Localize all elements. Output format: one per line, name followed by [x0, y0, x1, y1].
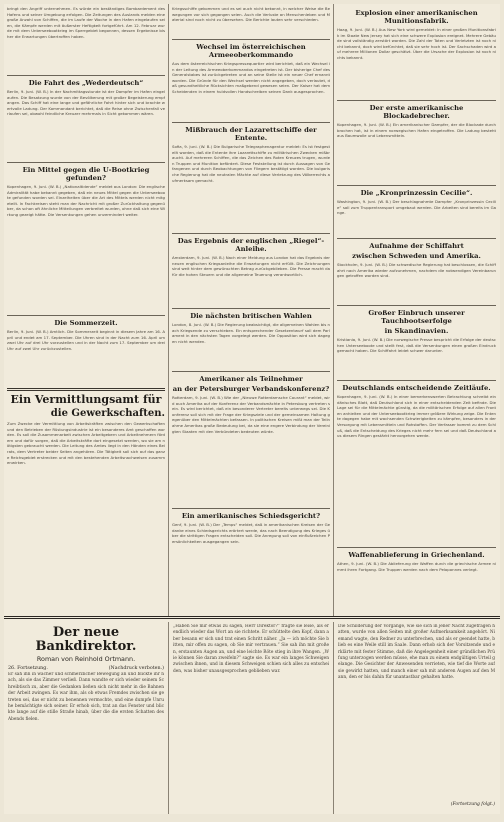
article-text: Kristiania, 9. Juni. (W. B.) Die norwegische Presse bespricht die Erfolge der deutschen Unterseeboote und stellt fest, daß die Versenkungen einen großen Eindruck gemacht haben. Die Schiffahrt leidet schwer darunter. — [337, 337, 496, 354]
novel-meta — [8, 665, 164, 672]
headline-schiffahrt: Aufnahme der Schiffahrt — [369, 242, 464, 250]
column-left — [4, 4, 169, 616]
article-text: London, 8. Juni. (W. B.) Die Regierung beabsichtigt, die allgemeinen Wahlen bis nach Kriegsende zu verschieben. Ein entsprechender Gesetzentwurf soll dem Parlament in den nächsten Tagen vorgelegt werden. Die Opposition wird sich dagegen nicht wenden. — [172, 322, 330, 344]
section-divider — [4, 616, 500, 619]
headline-munitionsfabrik: Explosion einer amerikanischen Munitionsfabrik. — [355, 9, 478, 25]
novel-text: Er sah ihn in wacher und schmerzlicher Bewegung an und blickte ihr nach, als sie das Zimmer verließ. Dann wandte er sich wieder seinem Schreibtisch zu, aber die Gedanken ließen sich nicht mehr in die Bahnen der Arbeit zwingen. Es war ihm, als ob etwas Fremdes zwischen sie getreten sei, das er nicht zu benennen vermochte, und eine dumpfe Unruhe bemächtigte sich seiner. Er erhob sich, trat an das Fenster und blickte lange auf die stille Straße hinab, über die die ersten Schatten des Abends fielen. — [8, 672, 164, 722]
divider — [337, 238, 496, 239]
headline-zeitlaeufe: Deutschlands entscheidende Zeitläufe. — [342, 384, 491, 392]
feuilleton-section — [4, 622, 500, 814]
article-text: Haag, 9. Juni. (W. B.) Aus New York wird gemeldet: In einer großen Munitionsfabrik im Staate New Jersey hat sich eine schwere Explosion ereignet. Mehrere Gebäude sind vollständig zerstört worden. Die Zahl der Toten und Verletzten ist noch nicht bekannt, doch wird befürchtet, daß sie sehr hoch ist. Der Sachschaden wird auf mehrere Millionen Dollar geschätzt. Über die Ursache der Explosion ist noch nichts bekannt. — [337, 27, 496, 60]
headline-vermittlungsamt: Ein Vermittlungsamt für — [10, 393, 162, 406]
article-text: Kriegsschiffe gekommen und es sei auch nicht bekannt, in welcher Weise die Bewegungen vor sich gegangen seien. Auch die Verluste an Menschenleben und Material sind noch nicht zu übersehen. Die Berichte lauten sehr verschieden. — [172, 6, 330, 23]
headline-schweden-amerika: zwischen Schweden und Amerika. — [352, 252, 481, 260]
headline-blockadebrecher: Der erste amerikanische Blockadebrecher. — [369, 104, 464, 120]
novel-title: Der neue Bankdirektor. — [35, 625, 137, 654]
article-text: Kopenhagen, 9. Juni. (W. B.) Ein amerikanischer Dampfer, der die Blockade durchbrochen hat, ist in einem norwegischen Hafen eingetroffen. Die Ladung besteht aus Baumwolle und Lebensmitteln. — [337, 122, 496, 139]
divider — [337, 380, 496, 381]
article-text: Stockholm, 9. Juni. (W. B.) Die schwedische Regierung hat beschlossen, die Schiffahrt nach Amerika wieder aufzunehmen, nachdem die notwendigen Vereinbarungen getroffen worden sind. — [337, 262, 496, 279]
article-text: Amsterdam, 9. Juni. (W. B.) Nach einer Meldung aus London hat das Ergebnis der neuen englischen Kriegsanleihe die Erwartungen nicht erfüllt. Die Zeichnungen sind weit hinter dem gewünschten Betrag zurückgeblieben. Die Presse macht dafür die hohen Steuern und die allgemeine Teuerung verantwortlich. — [172, 255, 330, 277]
novel-column-2 — [169, 622, 334, 814]
headline-lazarettschiffe: Mißbrauch der Lazarettschiffe der Entente. — [185, 126, 317, 142]
divider — [337, 305, 496, 306]
divider — [172, 308, 330, 309]
divider — [7, 75, 165, 76]
headline-kronprinzessin: Die „Kronprinzessin Cecilie“. — [360, 189, 473, 197]
article-text: Rotterdam, 9. Juni. (W. B.) Wie der „Nieuwe Rotterdamsche Courant“ meldet, wird auch Amerika auf der Konferenz der Verbandsmächte in Petersburg vertreten sein. Es wird berichtet, daß ein besonderer Vertreter bereits unterwegs sei. Die Konferenz soll sich mit der Frage der Kriegsziele und der gemeinsamen Haltung gegenüber den Mittelmächten befassen. In politischen Kreisen mißt man der Teilnahme Amerikas große Bedeutung bei, da sie eine engere Verbindung der Vereinigten Staaten mit den Verbündeten bedeuten würde. — [172, 395, 330, 434]
novel-column-3 — [334, 622, 499, 814]
article-text: Washington, 9. Juni. (W. B.) Der beschlagnahmte Dampfer „Kronprinzessin Cecilie“ soll zum Truppentransport umgebaut werden. Die Arbeiten sind bereits im Gange. — [337, 199, 496, 216]
article-text: Aus dem österreichischen Kriegspressequartier wird berichtet, daß ein Wechsel in der Leitung des Armeeoberkommandos eingetreten ist. Der bisherige Chef des Generalstabes ist zurückgetreten und an seine Stelle ist ein neuer Chef ernannt worden. Die Gründe für den Wechsel werden nicht angegeben, doch verlautet, daß gesundheitliche Rücksichten maßgebend gewesen seien. Der Kaiser hat dem Scheidenden in einem huldvollen Handschreiben seinen Dank ausgesprochen. — [172, 61, 330, 94]
article-text: Kopenhagen, 9. Juni. (W. B.) „Nationaltidende“ meldet aus London: Die englische Admiralität habe bekannt gegeben, daß ein neues Mittel gegen die Unterseeboote gefunden worden sei. Einzelheiten über die Art des Mittels werden nicht mitgeteilt. In Fachkreisen steht man der Nachricht mit großer Zurückhaltung gegenüber, da schon oft ähnliche Mitteilungen verbreitet wurden, ohne daß sich eine Wirkung gezeigt hätte. Die Versenkungen gehen unvermindert weiter. — [7, 184, 165, 217]
headline-amerikaner: Amerikaner als Teilnehmer — [199, 375, 303, 383]
headline-gewerkschaften: die Gewerkschaften. — [50, 408, 165, 419]
divider — [7, 162, 165, 163]
article-text: Sofia, 9. Juni. (W. B.) Die Bulgarische Telegraphenagentur meldet: Es ist festgestellt worden, daß die Entente ihre Lazarettschiffe zu militärischen Zwecken mißbraucht. Auf mehreren Schiffen, die das Zeichen des Roten Kreuzes trugen, wurden Truppen und Munition befördert. Diese Feststellung ist durch Aussagen von Gefangenen und durch Beobachtungen von Fliegern bestätigt worden. Die bulgarische Regierung hat die neutralen Mächte auf diese Verletzung des Völkerrechts aufmerksam gemacht. — [172, 144, 330, 183]
headline-tauchbootserfolge: Großer Einbruch unserer Tauchbootserfolge — [368, 309, 465, 325]
novel-text: Die Schilderung der Vorgänge, wie sie sich in jener Nacht zugetragen hatten, wurde von allen Seiten mit großer Aufmerksamkeit angehört. Niemand wagte, den Redner zu unterbrechen, und als er geendet hatte, blieb es eine Weile still im Saale. Dann erhob sich der Vorsitzende und erklärte mit fester Stimme, daß die Angelegenheit einer gründlichen Prüfung unterzogen werden müsse, ehe man zu einem endgültigen Urteil gelange. Die Gesichter der Anwesenden verrieten, wie tief die Worte auf sie gewirkt hatten, und manch einer sah mit anderen Augen auf den Mann, den er bis dahin für unantastbar gehalten hatte. — [338, 624, 495, 681]
article-text: Kopenhagen, 9. Juni. (W. B.) In einer bemerkenswerten Betrachtung schreibt ein dänisches Blatt, daß Deutschland sich in einer entscheidenden Zeit befinde. Die Lage sei für die Mittelmächte günstig, da die militärischen Erfolge auf allen Fronten anhielten und der Unterseebootkrieg immer größere Wirkung zeige. Die Entente dagegen habe mit wachsenden Schwierigkeiten zu kämpfen, besonders in der Versorgung mit Lebensmitteln und Rohstoffen. Der Verfasser kommt zu dem Schluß, daß die Entscheidung des Krieges nicht mehr fern sei und daß Deutschland aus diesem Ringen gestärkt hervorgehen werde. — [337, 394, 496, 439]
headline-verbandskonferenz: an der Petersburger Verbandskonferenz? — [172, 385, 330, 393]
novel-text: „Haben Sie mir etwas zu sagen, Herr Direktor?“ fragte sie leise, als er endlich wieder das Wort an sie richtete. Er schüttelte den Kopf, dann aber besann er sich und trat einen Schritt näher. „Ja — ich möchte Sie bitten, mir offen zu sagen, ob Sie mir vertrauen.“ Sie sah ihn mit großen, erstaunten Augen an, und eine leichte Röte stieg in ihre Wangen. „Wie können Sie daran zweifeln?“ sagte sie. Es war ein langes Schweigen zwischen ihnen, und in diesem Schweigen schien sich alles zu entscheiden, was bisher unausgesprochen geblieben war. — [173, 624, 329, 674]
headline-waffenablieferung: Waffenablieferung in Griechenland. — [348, 551, 485, 559]
novel-author: Roman von Reinhold Ortmann. — [36, 655, 136, 663]
article-text: Berlin, 9. Juni. (W. B.) Amtlich. Die Sommerzeit beginnt in diesem Jahre am 16. April und endet am 17. September. Die Uhren sind in der Nacht zum 16. April um zwei Uhr auf drei Uhr vorzustellen und in der Nacht zum 17. September um drei Uhr auf zwei Uhr zurückzustellen. — [7, 329, 165, 351]
divider — [337, 547, 496, 548]
installment-number: 26. Fortsetzung. — [8, 666, 48, 671]
headline-skandinavien: in Skandinavien. — [384, 327, 449, 335]
headline-schiedsgericht: Ein amerikanisches Schiedsgericht? — [181, 512, 321, 520]
headline-riegel-anleihe: Das Ergebnis der englischen „Riegel“-Anleihe. — [177, 237, 325, 253]
divider — [337, 100, 496, 101]
headline-u-boot: Ein Mittel gegen die U-Bootkrieg gefunden? — [22, 166, 150, 182]
continued-note: (Fortsetzung folgt.) — [450, 802, 495, 807]
novel-column-1 — [4, 622, 169, 814]
headline-armeeoberkommando: Wechsel im österreichischen Armeeoberkommando — [196, 43, 306, 59]
newspaper-page — [4, 4, 500, 814]
article-text: Athen, 9. Juni. (W. B.) Die Ablieferung der Waffen durch die griechische Armee nimmt ihren Fortgang. Die Truppen werden nach dem Peloponnes verlegt. — [337, 561, 496, 572]
headline-sommerzeit: Die Sommerzeit. — [54, 319, 118, 327]
column-middle — [169, 4, 334, 616]
article-text: Berlin, 9. Juni. (W. B.) In der Nachmittagsstunde ist der Dampfer im Hafen eingelaufen. Die Besatzung wurde von der Bevölkerung mit großer Begeisterung empfangen. Das Schiff hat eine lange und gefährliche Fahrt hinter sich und brachte wertvolle Ladung. Der Kommandant berichtet, daß die Reise ohne Zwischenfall verlaufen sei, obwohl feindliche Kreuzer mehrmals in Sicht gekommen wären. — [7, 89, 165, 117]
divider — [7, 388, 165, 391]
news-section — [4, 4, 500, 616]
article-text: Genf, 9. Juni. (W. B.) Der „Temps“ meldet, daß in amerikanischen Kreisen der Gedanke eines Schiedsgerichts erörtert werde, das nach Beendigung des Krieges über die strittigen Fragen entscheiden soll. Die Anregung soll von einflußreichen Persönlichkeiten ausgegangen sein. — [172, 522, 330, 544]
divider — [172, 508, 330, 509]
copyright-note: (Nachdruck verboten.) — [108, 666, 164, 671]
article-text: Zum Zwecke der Vermittlung von Arbeitskräften zwischen den Gewerkschaften und den Betrieben der Rüstungsindustrie ist ein besonderes Amt geschaffen worden. Es soll die Zusammenarbeit zwischen Arbeitgebern und Arbeitnehmern fördern und dafür sorgen, daß die Arbeitskräfte dort eingesetzt werden, wo sie am nötigsten gebraucht werden. Die Leitung des Amtes liegt in den Händen eines Beirats, dem Vertreter beider Seiten angehören. Die Tätigkeit soll sich auf das ganze Reichsgebiet erstrecken und mit den bestehenden Arbeitsnachweisen zusammenwirken. — [7, 421, 165, 466]
divider — [172, 122, 330, 123]
article-text: bringt den Angriff unternehmen. Es würde ein beständiges Bombardement des Hafens und seiner Umgebung erfolgen. Die Zeitungen des Auslands melden eine große Anzahl von Schiffen, die im Laufe der Woche in den Hafen eingelaufen seien, die Kämpfe werden mit äußerster Heftigkeit fortgeführt. Am 12. Februar wurde mit dem Unterseebootkrieg im Sperrgebiet begonnen, dessen Ergebnisse bisher die Erwartungen übertroffen haben. — [7, 6, 165, 39]
headline-wederdeutsch: Die Fahrt des „Wederdeutsch“ — [28, 79, 144, 87]
headline-britische-wahlen: Die nächsten britischen Wahlen — [190, 312, 312, 320]
divider — [7, 315, 165, 316]
divider — [172, 233, 330, 234]
divider — [337, 185, 496, 186]
divider — [172, 39, 330, 40]
divider — [172, 371, 330, 372]
column-right — [334, 4, 499, 616]
